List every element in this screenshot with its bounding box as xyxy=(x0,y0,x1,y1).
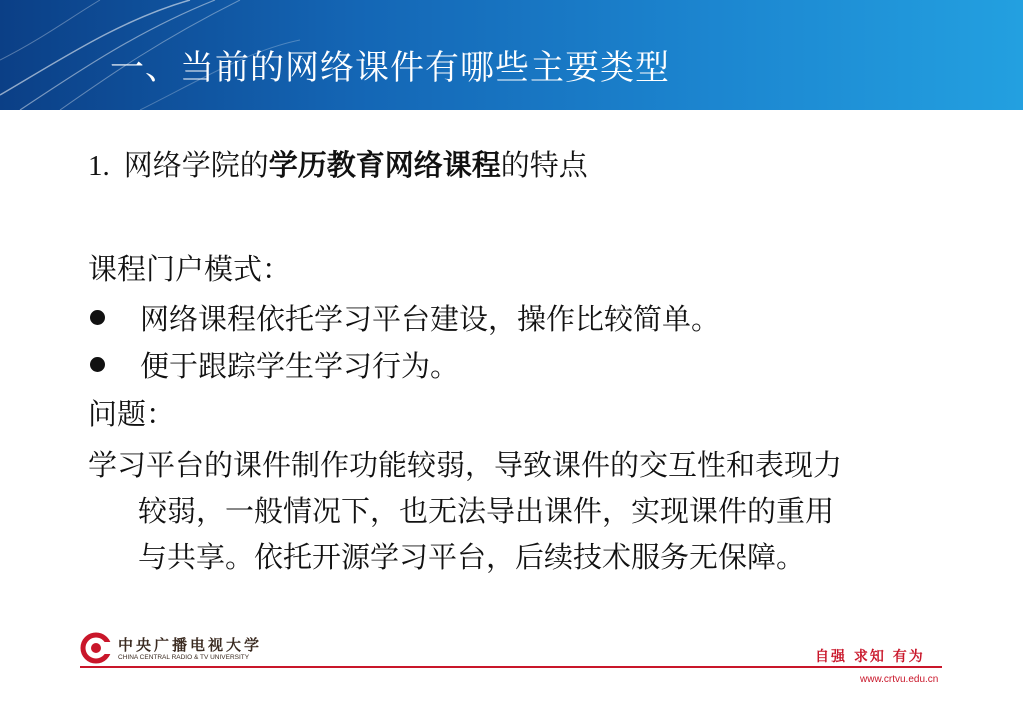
problem-paragraph xyxy=(88,442,983,580)
footer-url[interactable]: www.crtvu.edu.cn xyxy=(860,674,939,685)
problem-line: 学习平台的课件制作功能较弱，导致课件的交互性和表现力 xyxy=(88,448,843,482)
bullet-text: 网络课程依托学习平台建设，操作比较简单。 xyxy=(140,302,721,336)
motto: 自强 求知 有为 xyxy=(815,649,925,665)
bullet-dot-icon xyxy=(90,357,105,372)
title-banner xyxy=(0,0,1023,110)
bullet-text: 便于跟踪学生学习行为。 xyxy=(140,349,460,383)
problem-label: 问题： xyxy=(88,397,176,431)
bullet-item xyxy=(88,297,720,338)
bullet-dot-icon xyxy=(90,310,105,325)
bullet-item xyxy=(88,344,459,385)
logo-chinese-name: 中央广播电视大学 xyxy=(118,636,263,654)
heading-number: 1. xyxy=(88,150,110,182)
section-heading xyxy=(88,143,588,184)
heading-emphasis: 学历教育网络课程 xyxy=(268,148,501,182)
university-logo-icon xyxy=(80,632,120,664)
heading-suffix: 的特点 xyxy=(500,148,588,182)
heading-prefix: 网络学院的 xyxy=(123,148,269,182)
problem-line: 与共享。依托开源学习平台，后续技术服务无保障。 xyxy=(138,540,806,574)
portal-label: 课程门户模式： xyxy=(88,252,292,286)
footer-divider xyxy=(80,666,942,668)
problem-line: 较弱，一般情况下，也无法导出课件，实现课件的重用 xyxy=(138,494,835,528)
page-title: 一、当前的网络课件有哪些主要类型 xyxy=(110,48,670,88)
logo-english-name: CHINA CENTRAL RADIO & TV UNIVERSITY xyxy=(118,654,250,661)
